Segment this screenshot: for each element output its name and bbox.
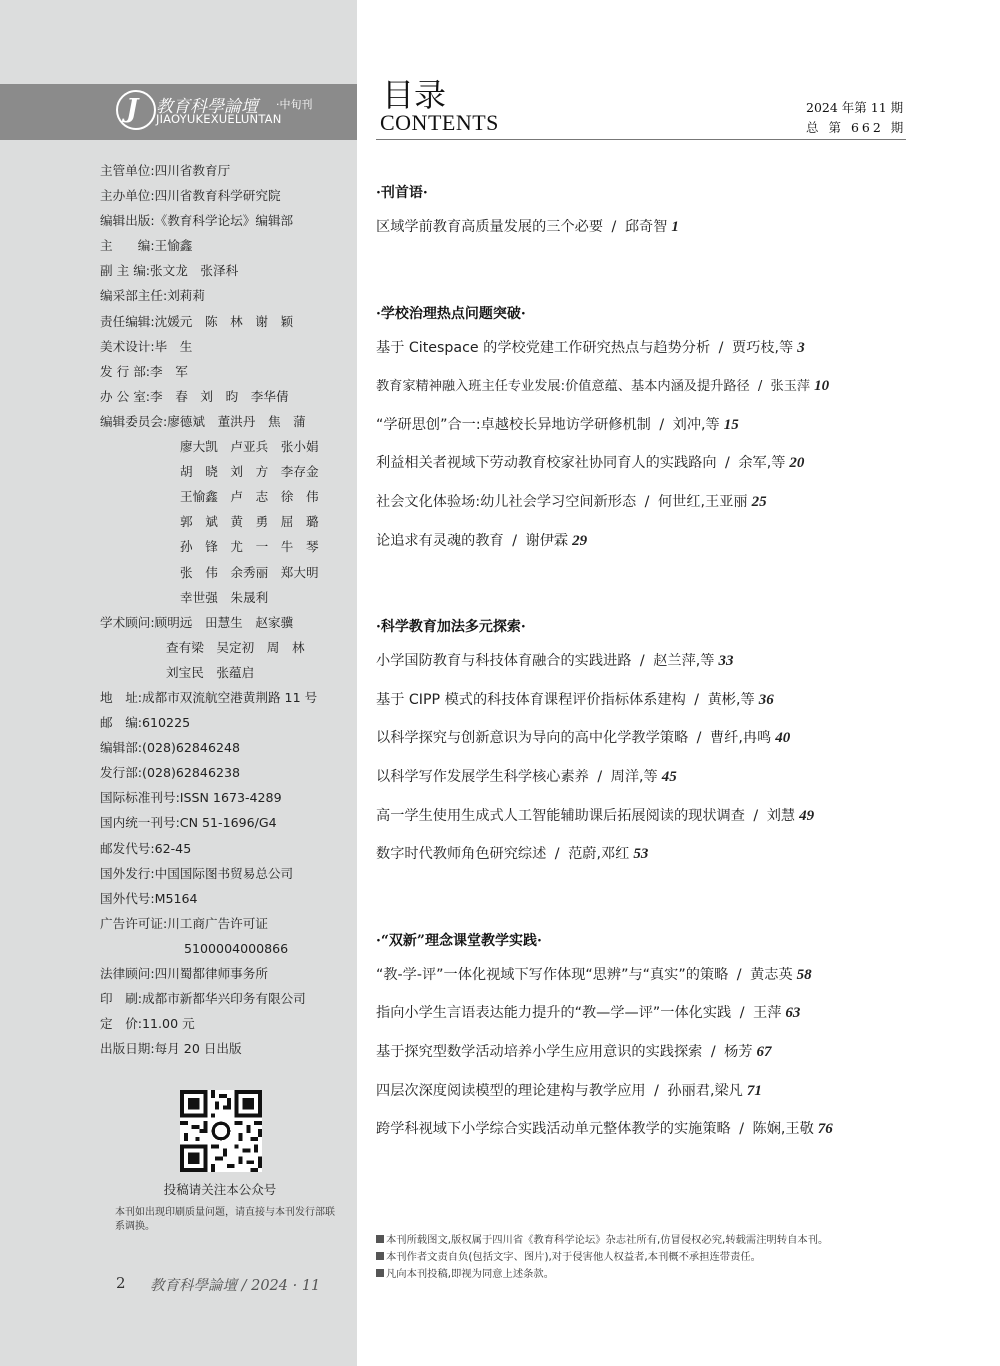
entry-title: 基于 Citespace 的学校党建工作研究热点与趋势分析 (376, 339, 711, 356)
entry-author: 刘冲,等 (672, 416, 720, 433)
page-number: 2 (116, 1274, 126, 1292)
toc-entry[interactable] (376, 1033, 916, 1072)
entry-title: 以科学写作发展学生科学核心素养 (376, 768, 589, 785)
info-row: 主办单位:四川省教育科学研究院 (100, 188, 281, 204)
masthead-title: 教育科學論壇 (156, 97, 258, 117)
info-row: 定 价:11.00 元 (100, 1016, 195, 1032)
entry-title: “教-学-评”一体化视域下写作体现“思辨”与“真实”的策略 (376, 966, 729, 983)
info-row: 国外发行:中国国际图书贸易总公司 (100, 865, 294, 881)
entry-page: 29 (572, 532, 588, 549)
entry-author: 赵兰萍,等 (653, 653, 715, 670)
info-row: 地 址:成都市双流航空港黄荆路 11 号 (100, 689, 318, 705)
masthead-logo-icon: J (116, 90, 156, 130)
entry-author: 余军,等 (738, 455, 786, 472)
entry-author: 陈娴,王敬 (752, 1121, 814, 1138)
square-bullet-icon (376, 1252, 384, 1260)
qr-code-icon[interactable] (180, 1090, 262, 1172)
toc-entry[interactable] (376, 994, 916, 1033)
square-bullet-icon (376, 1269, 384, 1277)
toc-entry[interactable] (376, 1110, 916, 1149)
toc-entry[interactable] (376, 406, 916, 445)
committee-row: 幸世强 朱晟利 (180, 589, 269, 605)
entry-author: 刘慧 (766, 807, 796, 824)
slash-separator: / (748, 807, 763, 824)
entry-page: 33 (718, 653, 734, 670)
square-bullet-icon (376, 1235, 384, 1243)
issue-info (806, 98, 906, 138)
info-row: 办 公 室:李 春 刘 昀 李华倩 (100, 388, 289, 404)
entry-title: 数字时代教师角色研究综述 (376, 846, 547, 863)
committee-row: 孙 锋 尤 一 牛 琴 (180, 539, 319, 555)
info-row: 发 行 部:李 军 (100, 363, 188, 379)
slash-separator: / (635, 653, 650, 670)
info-row: 发行部:(028)62846238 (100, 765, 240, 781)
entry-page: 3 (797, 339, 805, 356)
table-of-contents (376, 178, 916, 1149)
toc-section (376, 612, 916, 874)
entry-page: 1 (671, 219, 679, 235)
info-row: 副 主 编:张文龙 张泽科 (100, 263, 239, 279)
slash-separator: / (654, 416, 669, 433)
masthead-pinyin: JIAOYUKEXUELUNTAN (156, 112, 282, 126)
slash-separator: / (732, 966, 747, 983)
entry-author: 张玉萍 (770, 379, 811, 395)
section-heading: ·“双新”理念课堂教学实践· (376, 932, 542, 949)
entry-page: 40 (775, 730, 791, 747)
page-title: 目录 (382, 76, 447, 114)
entry-page: 67 (756, 1043, 772, 1060)
qr-note: 本刊如出现印刷质量问题，请直接与本刊发行部联系调换。 (115, 1207, 335, 1232)
committee-row: 胡 晓 刘 方 李存金 (180, 464, 319, 480)
toc-entry[interactable] (376, 642, 916, 681)
entry-page: 49 (799, 807, 815, 824)
toc-entry[interactable] (376, 522, 916, 561)
slash-separator: / (689, 691, 704, 708)
info-row: 国外代号:M5164 (100, 890, 198, 906)
slash-separator: / (714, 339, 728, 356)
issue-line: 2024 年第 11 期 (806, 100, 904, 115)
entry-author: 王萍 (753, 1005, 782, 1022)
info-row: 编采部主任:刘莉莉 (100, 288, 205, 304)
entry-title: 高一学生使用生成式人工智能辅助课后拓展阅读的现状调查 (376, 807, 745, 824)
info-row: 邮发代号:62-45 (100, 840, 192, 856)
entry-page: 71 (746, 1082, 762, 1099)
slash-separator: / (692, 730, 706, 747)
page-title-en: CONTENTS (380, 110, 499, 135)
toc-entry[interactable] (376, 1072, 916, 1111)
toc-entry[interactable] (376, 681, 916, 720)
entry-title: 区域学前教育高质量发展的三个必要 (376, 219, 604, 235)
info-row: 国际标准刊号:ISSN 1673-4289 (100, 790, 282, 806)
masthead-subtitle: ·中旬刊 (276, 98, 313, 111)
info-row: 责任编辑:沈媛元 陈 林 谢 颖 (100, 313, 294, 329)
entry-page: 25 (751, 493, 767, 510)
entry-page: 15 (723, 416, 739, 433)
entry-title: 跨学科视域下小学综合实践活动单元整体教学的实施策略 (376, 1121, 731, 1138)
slash-separator: / (607, 219, 621, 235)
entry-page: 20 (789, 455, 805, 472)
entry-author: 黄志英 (750, 966, 793, 983)
info-row: 编辑部:(028)62846248 (100, 740, 240, 756)
slash-separator: / (649, 1082, 664, 1099)
entry-page: 10 (814, 378, 830, 395)
slash-separator: / (592, 768, 607, 785)
note-item: 凡向本刊投稿,即视为同意上述条款。 (376, 1266, 936, 1283)
info-row: 法律顾问:四川蜀都律师事务所 (100, 966, 268, 981)
advisor-row: 查有梁 吴定初 周 林 (166, 639, 305, 655)
entry-title: 以科学探究与创新意识为导向的高中化学教学策略 (376, 730, 689, 747)
slash-separator: / (734, 1121, 749, 1138)
slash-separator: / (720, 455, 735, 472)
toc-entry[interactable] (376, 444, 916, 483)
entry-title: 指向小学生言语表达能力提升的“教—学—评”一体化实践 (376, 1005, 732, 1022)
toc-entry[interactable] (376, 835, 916, 874)
entry-page: 36 (758, 691, 774, 708)
entry-page: 63 (785, 1005, 801, 1022)
slash-separator: / (550, 846, 565, 863)
committee-row: 郭 斌 黄 勇 屈 璐 (180, 514, 319, 530)
footer-magazine: 教育科學論壇 / 2024 · 11 (150, 1278, 321, 1294)
publication-info (100, 158, 352, 1061)
section-heading: ·科学教育加法多元探索· (376, 619, 526, 636)
toc-entry[interactable] (376, 719, 916, 758)
slash-separator: / (640, 493, 654, 510)
entry-title: 社会文化体验场:幼儿社会学习空间新形态 (376, 493, 637, 510)
qr-caption: 投稿请关注本公众号 (163, 1182, 277, 1197)
entry-page: 45 (661, 768, 677, 785)
entry-author: 周洋,等 (610, 768, 658, 785)
toc-entry[interactable] (376, 483, 916, 522)
entry-title: 论追求有灵魂的教育 (376, 532, 504, 549)
license-number: 5100004000866 (184, 940, 289, 956)
entry-title: 四层次深度阅读模型的理论建构与教学应用 (376, 1082, 646, 1099)
info-row: 美术设计:毕 生 (100, 338, 193, 354)
entry-title: 基于 CIPP 模式的科技体育课程评价指标体系建构 (376, 691, 686, 708)
total-issue-line: 总 第 662 期 (806, 120, 907, 135)
info-row: 学术顾问:顾明远 田慧生 赵家骥 (100, 614, 294, 630)
toc-entry[interactable] (376, 758, 916, 797)
committee-row: 张 伟 余秀丽 郑大明 (180, 564, 319, 580)
entry-title: 基于探究型数学活动培养小学生应用意识的实践探索 (376, 1043, 703, 1060)
header-divider (376, 139, 906, 140)
entry-page: 76 (817, 1121, 833, 1138)
entry-author: 邱奇智 (624, 219, 668, 235)
toc-entry[interactable] (376, 956, 916, 995)
slash-separator: / (507, 532, 522, 549)
entry-title: 小学国防教育与科技体育融合的实践进路 (376, 653, 632, 670)
slash-separator: / (706, 1043, 721, 1060)
info-row: 编辑委员会:廖德斌 董洪丹 焦 蒲 (100, 413, 306, 429)
committee-row: 廖大凯 卢亚兵 张小娟 (180, 439, 319, 455)
toc-section (376, 299, 916, 561)
entry-author: 贾巧枝,等 (731, 339, 794, 356)
slash-separator: / (735, 1005, 750, 1022)
toc-entry[interactable] (376, 367, 916, 406)
entry-page: 58 (796, 966, 812, 983)
entry-author: 孙丽君,梁凡 (667, 1082, 743, 1099)
toc-entry[interactable] (376, 208, 916, 247)
entry-author: 谢伊霖 (525, 532, 569, 549)
toc-section (376, 926, 916, 1149)
section-heading: ·学校治理热点问题突破· (376, 305, 526, 322)
info-row: 国内统一刊号:CN 51-1696/G4 (100, 815, 277, 831)
info-row: 主管单位:四川省教育厅 (100, 163, 231, 178)
toc-entry[interactable] (376, 797, 916, 836)
entry-author: 黄彬,等 (707, 691, 755, 708)
toc-entry[interactable] (376, 329, 916, 368)
info-row: 邮 编:610225 (100, 715, 191, 731)
entry-author: 范蔚,邓红 (568, 846, 630, 863)
info-row: 出版日期:每月 20 日出版 (100, 1041, 242, 1057)
info-row: 印 刷:成都市新都华兴印务有限公司 (100, 991, 306, 1007)
info-row: 主 编:王愉鑫 (100, 238, 193, 254)
info-row: 编辑出版:《教育科学论坛》编辑部 (100, 213, 294, 229)
entry-page: 53 (633, 846, 649, 863)
copyright-notes (376, 1232, 936, 1283)
advisor-row: 刘宝民 张蕴启 (166, 664, 255, 680)
toc-section (376, 178, 916, 247)
info-row: 广告许可证:川工商广告许可证 (100, 915, 268, 931)
committee-row: 王愉鑫 卢 志 徐 伟 (180, 489, 319, 505)
entry-title: 利益相关者视域下劳动教育校家社协同育人的实践路向 (376, 455, 717, 472)
slash-separator: / (753, 379, 767, 395)
entry-author: 何世红,王亚丽 (657, 493, 748, 510)
entry-title: 教育家精神融入班主任专业发展:价值意蕴、基本内涵及提升路径 (376, 379, 750, 395)
note-item: 本刊所载图文,版权属于四川省《教育科学论坛》杂志社所有,仿冒侵权必究,转载需注明转自本刊。 (376, 1232, 936, 1249)
entry-title: “学研思创”合一:卓越校长异地访学研修机制 (376, 416, 651, 433)
entry-author: 杨芳 (724, 1043, 753, 1060)
entry-author: 曹纤,冉鸣 (709, 730, 772, 747)
note-item: 本刊作者文责自负(包括文字、图片),对于侵害他人权益者,本刊概不承担连带责任。 (376, 1249, 936, 1266)
section-heading: ·刊首语· (376, 185, 428, 201)
